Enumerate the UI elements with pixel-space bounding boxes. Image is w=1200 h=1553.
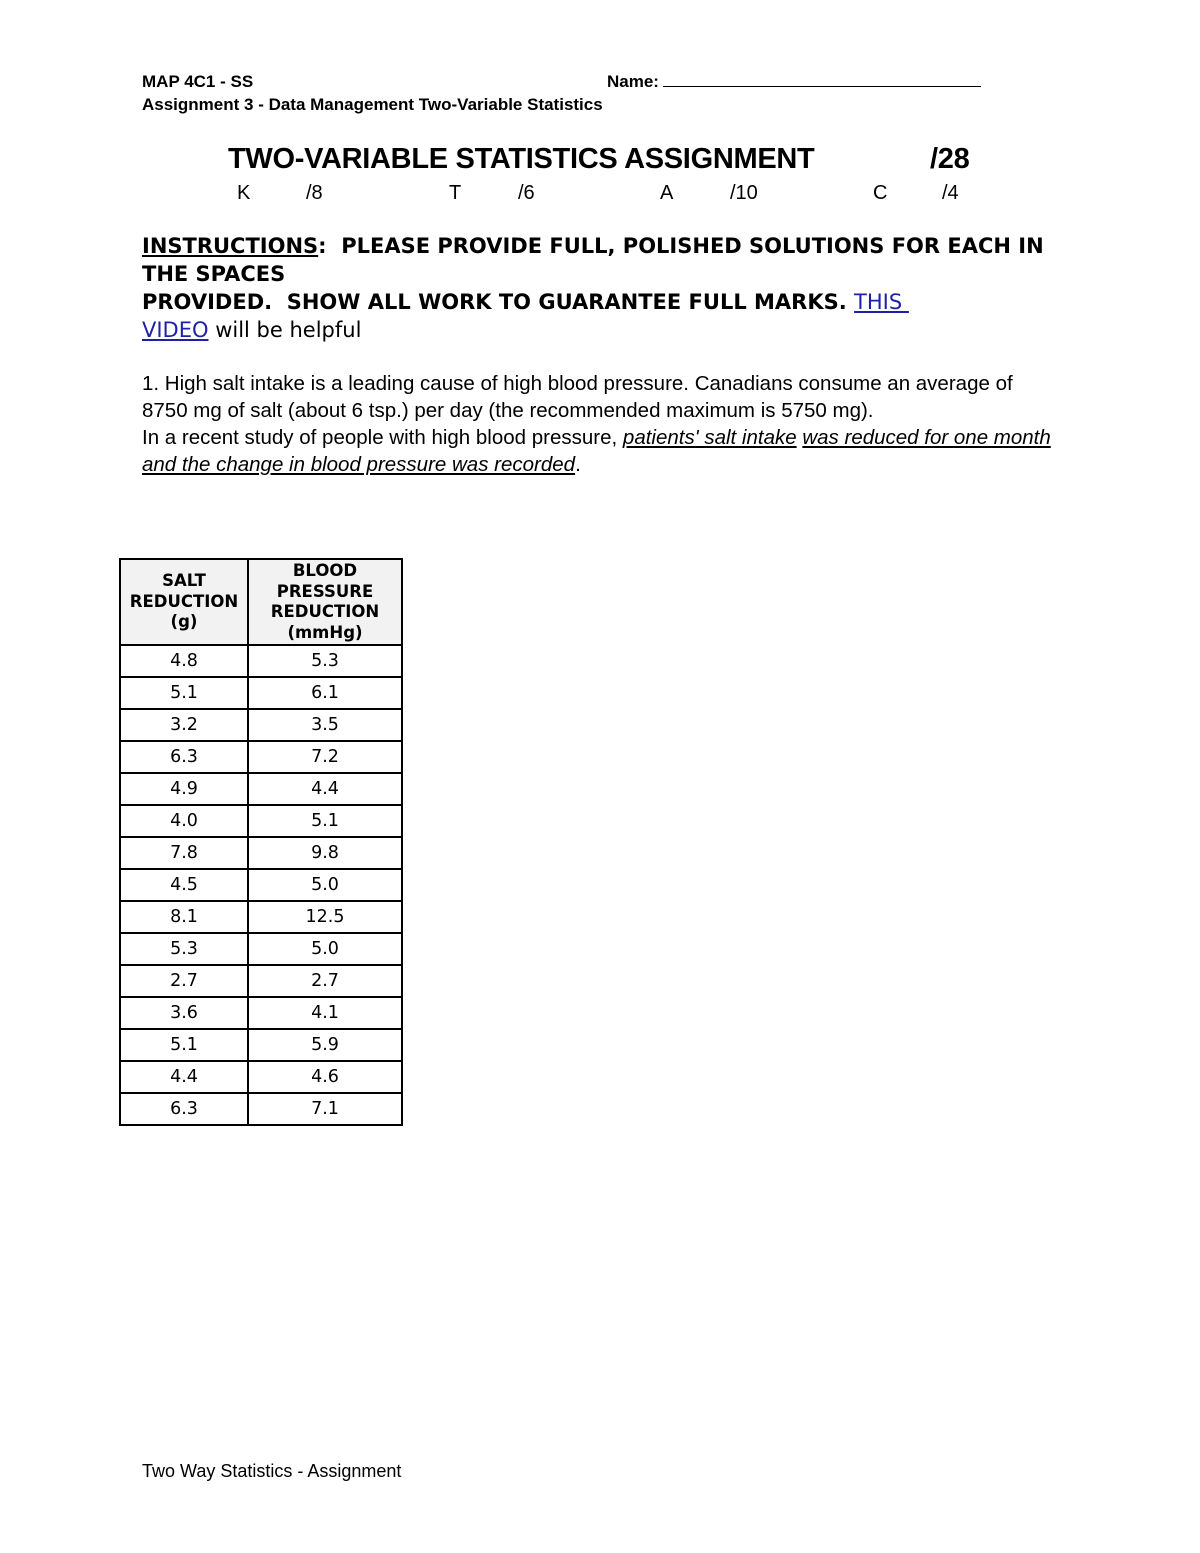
blood-pressure-reduction-cell: 5.0 xyxy=(248,933,402,965)
salt-reduction-cell: 2.7 xyxy=(120,965,248,997)
blood-pressure-reduction-cell: 4.6 xyxy=(248,1061,402,1093)
video-link-part2[interactable]: VIDEO xyxy=(142,318,209,342)
question-1-study xyxy=(142,424,1062,478)
salt-reduction-cell: 4.9 xyxy=(120,773,248,805)
table-row xyxy=(120,965,402,997)
blood-pressure-reduction-cell: 5.3 xyxy=(248,645,402,677)
table-row xyxy=(120,645,402,677)
page-footer: Two Way Statistics - Assignment xyxy=(142,1461,402,1481)
header-bp-line3: REDUCTION xyxy=(270,602,380,621)
table-row xyxy=(120,1029,402,1061)
blood-pressure-reduction-cell: 7.1 xyxy=(248,1093,402,1125)
question-1-underline-1: patients' salt intake xyxy=(622,426,797,449)
salt-reduction-cell: 6.3 xyxy=(120,741,248,773)
instructions-line2: PROVIDED. SHOW ALL WORK TO GUARANTEE FULL MARKS. xyxy=(142,290,855,314)
blood-pressure-reduction-cell: 12.5 xyxy=(248,901,402,933)
blood-pressure-reduction-cell: 5.9 xyxy=(248,1029,402,1061)
assignment-subtitle: Assignment 3 - Data Management Two-Variable Statistics xyxy=(142,95,603,114)
blood-pressure-reduction-cell: 5.0 xyxy=(248,869,402,901)
marks-k-letter: K xyxy=(237,182,251,204)
name-blank-line[interactable] xyxy=(663,72,981,87)
blood-pressure-reduction-cell: 4.4 xyxy=(248,773,402,805)
table-row xyxy=(120,901,402,933)
table-row xyxy=(120,677,402,709)
header-salt-line2: REDUCTION xyxy=(129,591,239,611)
header-salt-line1: SALT xyxy=(162,571,206,591)
question-1-underline-2: was reduced for one month and the change in blood pressure was recorded xyxy=(142,426,1051,476)
salt-reduction-cell: 7.8 xyxy=(120,837,248,869)
marks-c-letter: C xyxy=(873,182,888,204)
table-row xyxy=(120,837,402,869)
table-row xyxy=(120,997,402,1029)
table-row xyxy=(120,709,402,741)
blood-pressure-reduction-cell: 4.1 xyxy=(248,997,402,1029)
marks-a-letter: A xyxy=(660,182,674,204)
question-1-end: . xyxy=(575,453,581,476)
instructions-label: INSTRUCTIONS xyxy=(142,234,319,258)
blood-pressure-reduction-cell: 5.1 xyxy=(248,805,402,837)
salt-reduction-cell: 4.8 xyxy=(120,645,248,677)
header-bp-line2: PRESSURE xyxy=(276,581,374,601)
table-row xyxy=(120,805,402,837)
marks-t-value: /6 xyxy=(518,182,535,204)
instructions-colon: : xyxy=(318,234,327,258)
table-row xyxy=(120,1093,402,1125)
salt-reduction-cell: 6.3 xyxy=(120,1093,248,1125)
marks-k-value: /8 xyxy=(306,182,323,204)
salt-reduction-cell: 4.5 xyxy=(120,869,248,901)
course-code: MAP 4C1 - SS xyxy=(142,72,254,91)
video-link-part1[interactable]: THIS xyxy=(854,290,909,314)
table-row xyxy=(120,741,402,773)
salt-reduction-cell: 3.2 xyxy=(120,709,248,741)
instructions-line1: PLEASE PROVIDE FULL, POLISHED SOLUTIONS FOR EACH IN THE SPACES xyxy=(142,234,1051,286)
table-row xyxy=(120,1061,402,1093)
marks-t-letter: T xyxy=(449,182,462,204)
salt-reduction-cell: 5.1 xyxy=(120,677,248,709)
salt-reduction-cell: 4.4 xyxy=(120,1061,248,1093)
instructions-block xyxy=(142,232,1062,344)
table-header-row xyxy=(120,559,402,645)
blood-pressure-reduction-cell: 7.2 xyxy=(248,741,402,773)
question-1-study-start: In a recent study of people with high blood pressure, xyxy=(142,426,623,449)
salt-reduction-cell: 8.1 xyxy=(120,901,248,933)
salt-blood-pressure-table xyxy=(119,558,403,1126)
header-salt-line3: (g) xyxy=(170,612,198,632)
table-row xyxy=(120,869,402,901)
table-row xyxy=(120,933,402,965)
instructions-after-link: will be helpful xyxy=(208,318,362,342)
page-title: TWO-VARIABLE STATISTICS ASSIGNMENT xyxy=(228,143,815,175)
salt-reduction-cell: 4.0 xyxy=(120,805,248,837)
header-bp-line4: (mmHg) xyxy=(287,622,363,642)
salt-reduction-cell: 5.1 xyxy=(120,1029,248,1061)
salt-reduction-cell: 3.6 xyxy=(120,997,248,1029)
question-1-intro: 1. High salt intake is a leading cause of high blood pressure. Canadians consume an average of 8750 mg of salt (about 6 tsp.) per day (the recommended maximum is 5750 mg). xyxy=(142,372,1013,422)
header-salt-reduction xyxy=(120,559,248,645)
blood-pressure-reduction-cell: 2.7 xyxy=(248,965,402,997)
name-field[interactable] xyxy=(607,72,981,92)
question-1 xyxy=(142,370,1062,478)
name-label: Name: xyxy=(607,72,659,91)
blood-pressure-reduction-cell: 3.5 xyxy=(248,709,402,741)
marks-a-value: /10 xyxy=(730,182,758,204)
header-blood-pressure-reduction xyxy=(248,559,402,645)
marks-c-value: /4 xyxy=(942,182,959,204)
header-bp-line1: BLOOD xyxy=(292,561,358,580)
table-row xyxy=(120,773,402,805)
blood-pressure-reduction-cell: 9.8 xyxy=(248,837,402,869)
title-total-marks: /28 xyxy=(930,143,970,175)
salt-reduction-cell: 5.3 xyxy=(120,933,248,965)
blood-pressure-reduction-cell: 6.1 xyxy=(248,677,402,709)
